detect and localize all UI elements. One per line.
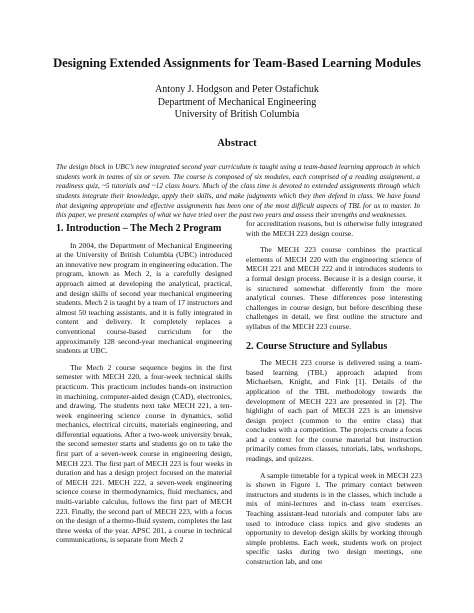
- body-paragraph: The MECH 223 course combines the practical elements of MECH 220 with the engineering science of MECH 221 and MECH 222 and it introduces students to a formal design process. Because it is a design course, it is structured somewhat differently from the more analytical courses. These differences pose interesting challenges in course design, but before describing these challenges in detail, we first outline the structure and syllabus of the MECH 223 course.: [246, 245, 422, 331]
- section-heading-course-structure: 2. Course Structure and Syllabus: [246, 340, 388, 352]
- body-paragraph: The MECH 223 course is delivered using a team-based learning (TBL) approach adapted from Michaelsen, Knight, and Fink [1]. Details of the application of the TBL methodology towards the development of MECH 223 are presented in [2]. The highlight of each part of MECH 223 is an intensive design project (common to the entire class) that concludes with a competition. The projects create a focus and a context for the course material but instruction primarily comes from classes, tutorials, labs, workshops, readings, and quizzes.: [246, 358, 422, 464]
- body-paragraph: A sample timetable for a typical week in MECH 223 is shown in Figure 1. The primary contact between instructors and students is in the classes, which include a mix of mini-lectures and in-class team exercises. Teaching assistant-lead tutorials and computer labs are used to introduce class topics and give students an opportunity to develop design skills by working through simple problems. Each week, students work on project specific tasks during two design meetings, one construction lab, and one: [246, 470, 422, 566]
- author-university: University of British Columbia: [174, 109, 300, 121]
- abstract-heading: Abstract: [217, 138, 257, 149]
- author-block: [0, 84, 474, 122]
- right-column: [246, 219, 422, 574]
- section-heading-introduction: 1. Introduction – The Mech 2 Program: [56, 223, 222, 234]
- body-paragraph: The Mech 2 course sequence begins in the first semester with MECH 220, a four-week technical skills practicum. This practicum includes hands-on instruction in machining, computer-aided design (CAD), electronics, and drawing. The students next take MECH 221, a ten-week engineering science course in dynamics, solid mechanics, electrical circuits, materials engineering, and differential equations. After a two-week university break, the second semester starts and students go on to take the first part of a seven-week course in engineering design, MECH 223. The first part of MECH 223 is four weeks in duration and has a design project focused on the material of MECH 221. MECH 222, a seven-week engineering science course in thermodynamics, fluid mechanics, and multi-variable calculus, follows the first part of MECH 223. Finally, the second part of MECH 223, with a focus on the design of a thermo-fluid system, completes the last three weeks of the year. APSC 201, a course in technical communications, is separate from Mech 2: [56, 362, 232, 545]
- author-names: Antony J. Hodgson and Peter Ostafichuk: [155, 84, 319, 95]
- body-paragraph-continued: for accreditation reasons, but is otherwise fully integrated with the MECH 223 design course.: [246, 219, 422, 238]
- author-department: Department of Mechanical Engineering: [157, 96, 317, 108]
- abstract-text: The design block in UBC’s new integrated second year curriculum is taught using a team-based learning approach in which students work in teams of six or seven. The course is composed of six modules, each comprised of a reading assignment, a readiness quiz, ~5 tutorials and ~12 class hours. Much of the class time is devoted to extended assignments through which students integrate their knowledge, apply their skills, and make judgments which they then defend in class. We have found that designing appropriate and effective assignments has been one of the most difficult aspects of TBL for us to master. In this paper, we present examples of what we have tried over the past two years and assess their strengths and weaknesses.: [56, 163, 420, 220]
- paper-title: Designing Extended Assignments for Team-Based Learning Modules: [53, 56, 421, 70]
- left-column: [56, 224, 232, 552]
- body-paragraph: In 2004, the Department of Mechanical Engineering at the University of British Columbia (UBC) introduced an innovative new program in engineering education. The program, known as Mech 2, is a carefully designed approach aimed at developing the analytical, practical, and design skills of second year mechanical engineering students. Mech 2 is taught by a team of 17 instructors and almost 50 teaching assistants, and it is fully integrated in content and delivery. It completely replaces a conventional course-based curriculum for the approximately 128 second-year mechanical engineering students at UBC.: [56, 240, 232, 356]
